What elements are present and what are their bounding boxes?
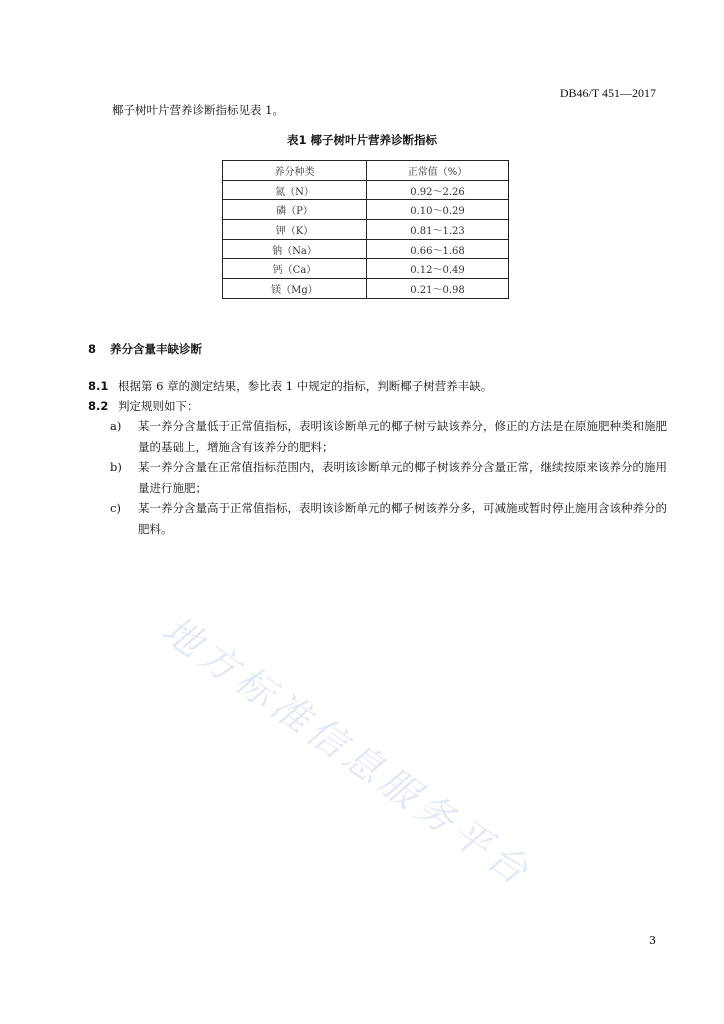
list-item-label: a) — [110, 419, 122, 433]
nutrient-cell: 氮（N） — [223, 180, 367, 200]
list-item-c — [110, 498, 670, 539]
column-header-normal-value: 正常值（%） — [367, 161, 509, 181]
list-item-label: c) — [110, 501, 121, 515]
clause-8-2 — [88, 396, 199, 416]
table-caption: 表1 椰子树叶片营养诊断指标 — [286, 133, 437, 147]
list-item-text: 某一养分含量低于正常值指标，表明该诊断单元的椰子树亏缺该养分，修正的方法是在原施肥种类和施肥量的基础上，增施含有该养分的肥料； — [138, 419, 667, 454]
watermark-text: 地方标准信息服务平台 — [154, 607, 541, 896]
section-title: 养分含量丰缺诊断 — [110, 342, 203, 356]
table-header-row — [223, 161, 509, 181]
value-cell: 0.10～0.29 — [367, 200, 509, 220]
column-header-nutrient: 养分种类 — [223, 161, 367, 181]
table-row — [223, 180, 509, 200]
nutrient-cell: 磷（P） — [223, 200, 367, 220]
table-row — [223, 279, 509, 299]
nutrient-cell: 镁（Mg） — [223, 279, 367, 299]
list-item-a — [110, 416, 670, 457]
table-row — [223, 239, 509, 259]
clause-text: 判定规则如下： — [118, 399, 199, 413]
table-row — [223, 220, 509, 240]
section-heading — [88, 341, 202, 357]
list-item-text: 某一养分含量在正常值指标范围内，表明该诊断单元的椰子树该养分含量正常，继续按原来该养分的施用量进行施肥； — [138, 460, 667, 495]
nutrient-cell: 钠（Na） — [223, 239, 367, 259]
list-item-b — [110, 457, 670, 498]
value-cell: 0.12～0.49 — [367, 259, 509, 279]
nutrient-cell: 钙（Ca） — [223, 259, 367, 279]
intro-sentence: 椰子树叶片营养诊断指标见表 1。 — [112, 103, 284, 117]
clause-number: 8.1 — [88, 379, 109, 393]
page-number: 3 — [649, 934, 656, 947]
clause-text: 根据第 6 章的测定结果，参比表 1 中规定的指标，判断椰子树营养丰缺。 — [118, 379, 493, 393]
table-row — [223, 200, 509, 220]
table-row — [223, 259, 509, 279]
list-item-label: b) — [110, 460, 122, 474]
value-cell: 0.81～1.23 — [367, 220, 509, 240]
value-cell: 0.92～2.26 — [367, 180, 509, 200]
list-item-text: 某一养分含量高于正常值指标，表明该诊断单元的椰子树该养分多，可减施或暂时停止施用含该种养分的肥料。 — [138, 501, 667, 536]
value-cell: 0.21～0.98 — [367, 279, 509, 299]
nutrient-table — [222, 160, 509, 299]
clause-8-1 — [88, 376, 492, 396]
section-number: 8 — [88, 342, 97, 356]
value-cell: 0.66～1.68 — [367, 239, 509, 259]
document-code-header: DB46/T 451—2017 — [559, 86, 656, 100]
nutrient-cell: 钾（K） — [223, 220, 367, 240]
clause-number: 8.2 — [88, 399, 109, 413]
